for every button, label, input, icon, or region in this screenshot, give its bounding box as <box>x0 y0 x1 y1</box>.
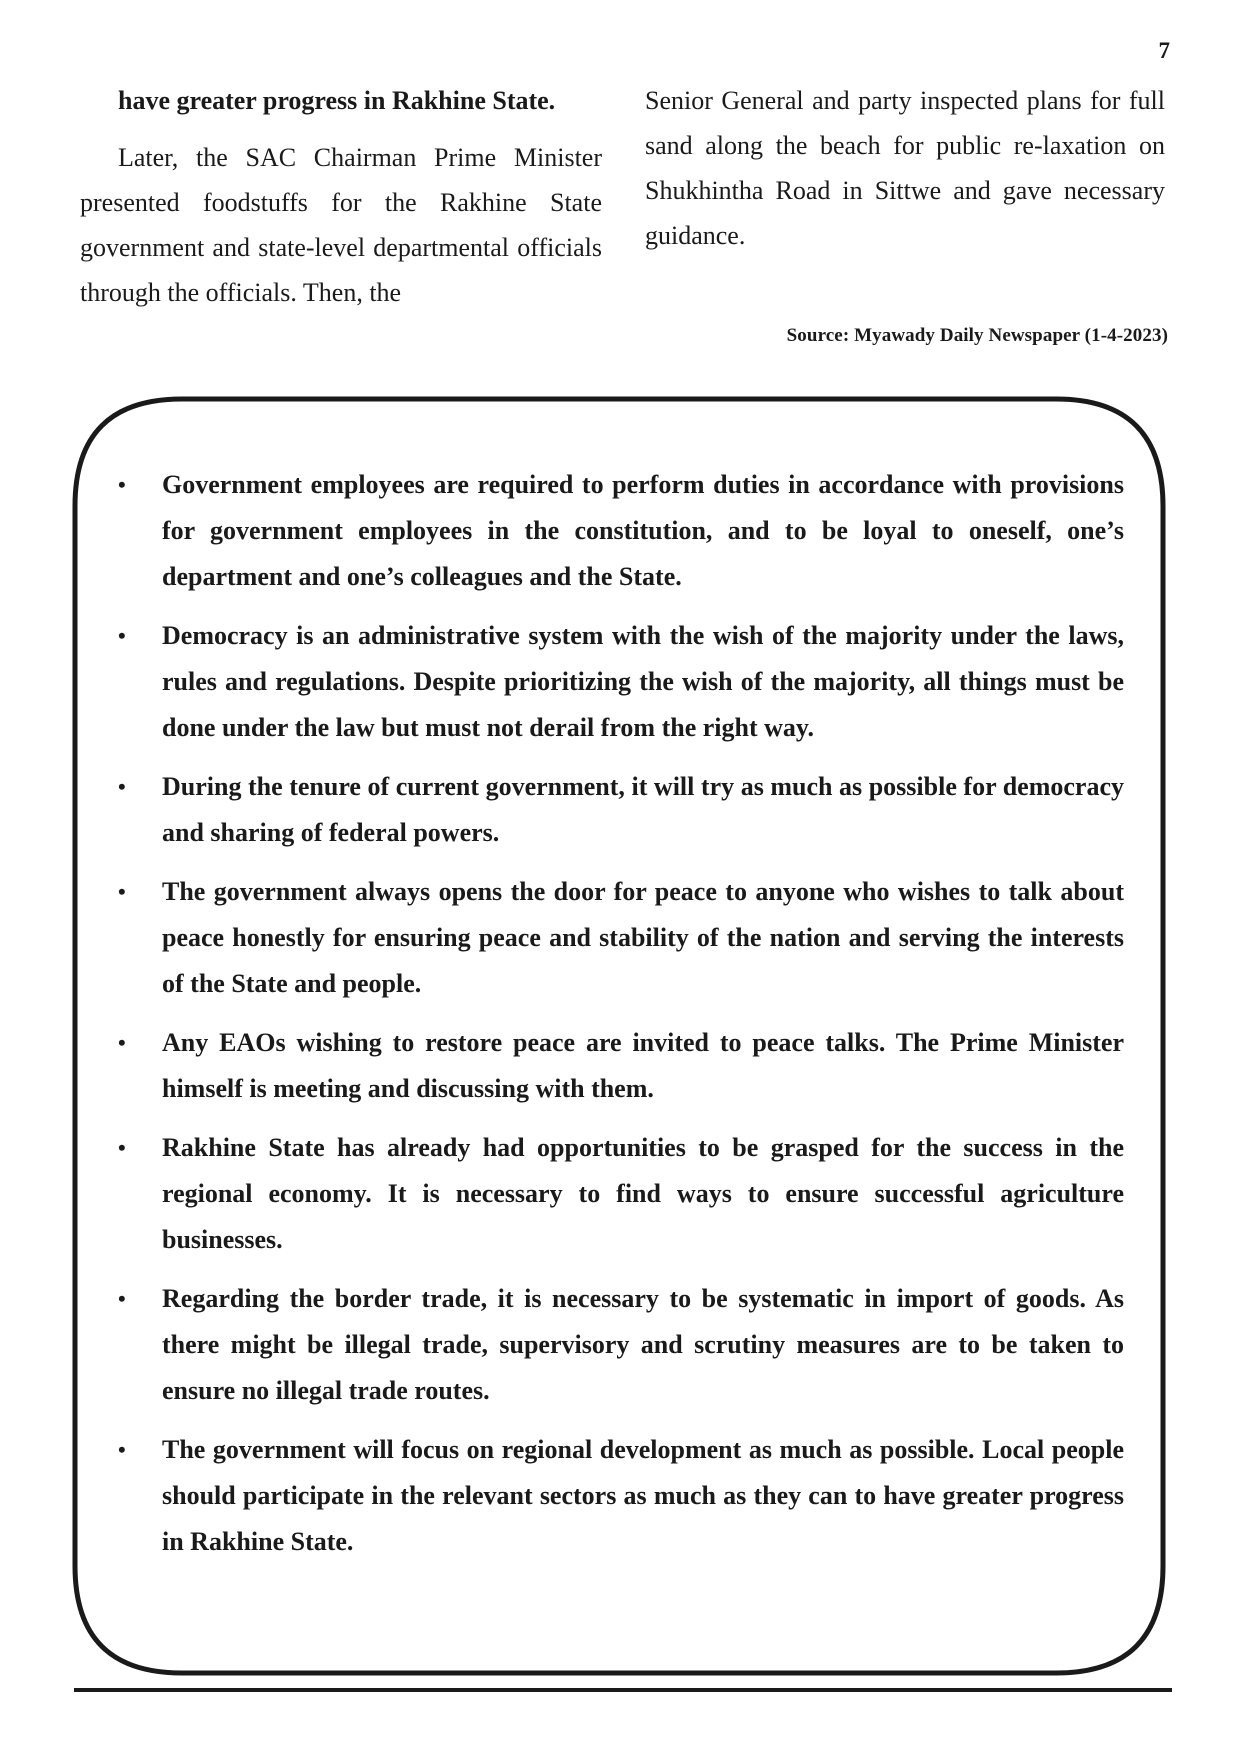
key-point-text: Rakhine State has already had opportunities to be grasped for the success in the regional economy. It is necessary to find ways to ensure successful agriculture businesses. <box>162 1133 1124 1254</box>
left-column <box>80 78 602 315</box>
left-column-paragraph: Later, the SAC Chairman Prime Minister presented foodstuffs for the Rakhine State government and state-level departmental officials through the officials. Then, the <box>80 143 602 307</box>
footer-rule <box>74 1688 1172 1692</box>
bullet-icon: • <box>118 623 126 648</box>
key-point-text: Any EAOs wishing to restore peace are invited to peace talks. The Prime Minister himself is meeting and discussing with them. <box>162 1028 1124 1103</box>
right-column <box>645 78 1165 258</box>
key-point-text: During the tenure of current government, it will try as much as possible for democracy and sharing of federal powers. <box>162 772 1124 847</box>
source-citation: Source: Myawady Daily Newspaper (1-4-2023) <box>786 325 1168 346</box>
key-point-text: The government always opens the door for peace to anyone who wishes to talk about peace honestly for ensuring peace and stability of the nation and serving the interests of the State and people. <box>162 877 1124 998</box>
key-point-text: The government will focus on regional development as much as possible. Local people should participate in the relevant sectors as much as they can to have greater progress in Rakhine State. <box>162 1435 1124 1556</box>
bullet-icon: • <box>118 472 126 497</box>
key-point-6 <box>118 1125 1124 1263</box>
bullet-icon: • <box>118 1437 126 1462</box>
bullet-icon: • <box>118 1286 126 1311</box>
bullet-icon: • <box>118 1030 126 1055</box>
key-points-list <box>118 462 1124 1578</box>
key-point-7 <box>118 1276 1124 1414</box>
key-point-3 <box>118 764 1124 856</box>
left-column-lead: have greater progress in Rakhine State. <box>118 86 556 115</box>
bullet-icon: • <box>118 879 126 904</box>
key-point-5 <box>118 1020 1124 1112</box>
key-point-8 <box>118 1427 1124 1565</box>
key-point-1 <box>118 462 1124 600</box>
bullet-icon: • <box>118 774 126 799</box>
key-point-text: Government employees are required to perform duties in accordance with provisions for government employees in the constitution, and to be loyal to oneself, one’s department and one’s colleagues and the State. <box>162 470 1124 591</box>
right-column-paragraph: Senior General and party inspected plans for full sand along the beach for public re-laxation on Shukhintha Road in Sittwe and gave necessary guidance. <box>645 86 1165 250</box>
key-point-text: Democracy is an administrative system with the wish of the majority under the laws, rules and regulations. Despite prioritizing the wish of the majority, all things must be done under the law but must not derail from the right way. <box>162 621 1124 742</box>
page-number: 7 <box>1158 38 1170 63</box>
key-point-text: Regarding the border trade, it is necessary to be systematic in import of goods. As there might be illegal trade, supervisory and scrutiny measures are to be taken to ensure no illegal trade routes. <box>162 1284 1124 1405</box>
bullet-icon: • <box>118 1135 126 1160</box>
key-point-4 <box>118 869 1124 1007</box>
key-point-2 <box>118 613 1124 751</box>
